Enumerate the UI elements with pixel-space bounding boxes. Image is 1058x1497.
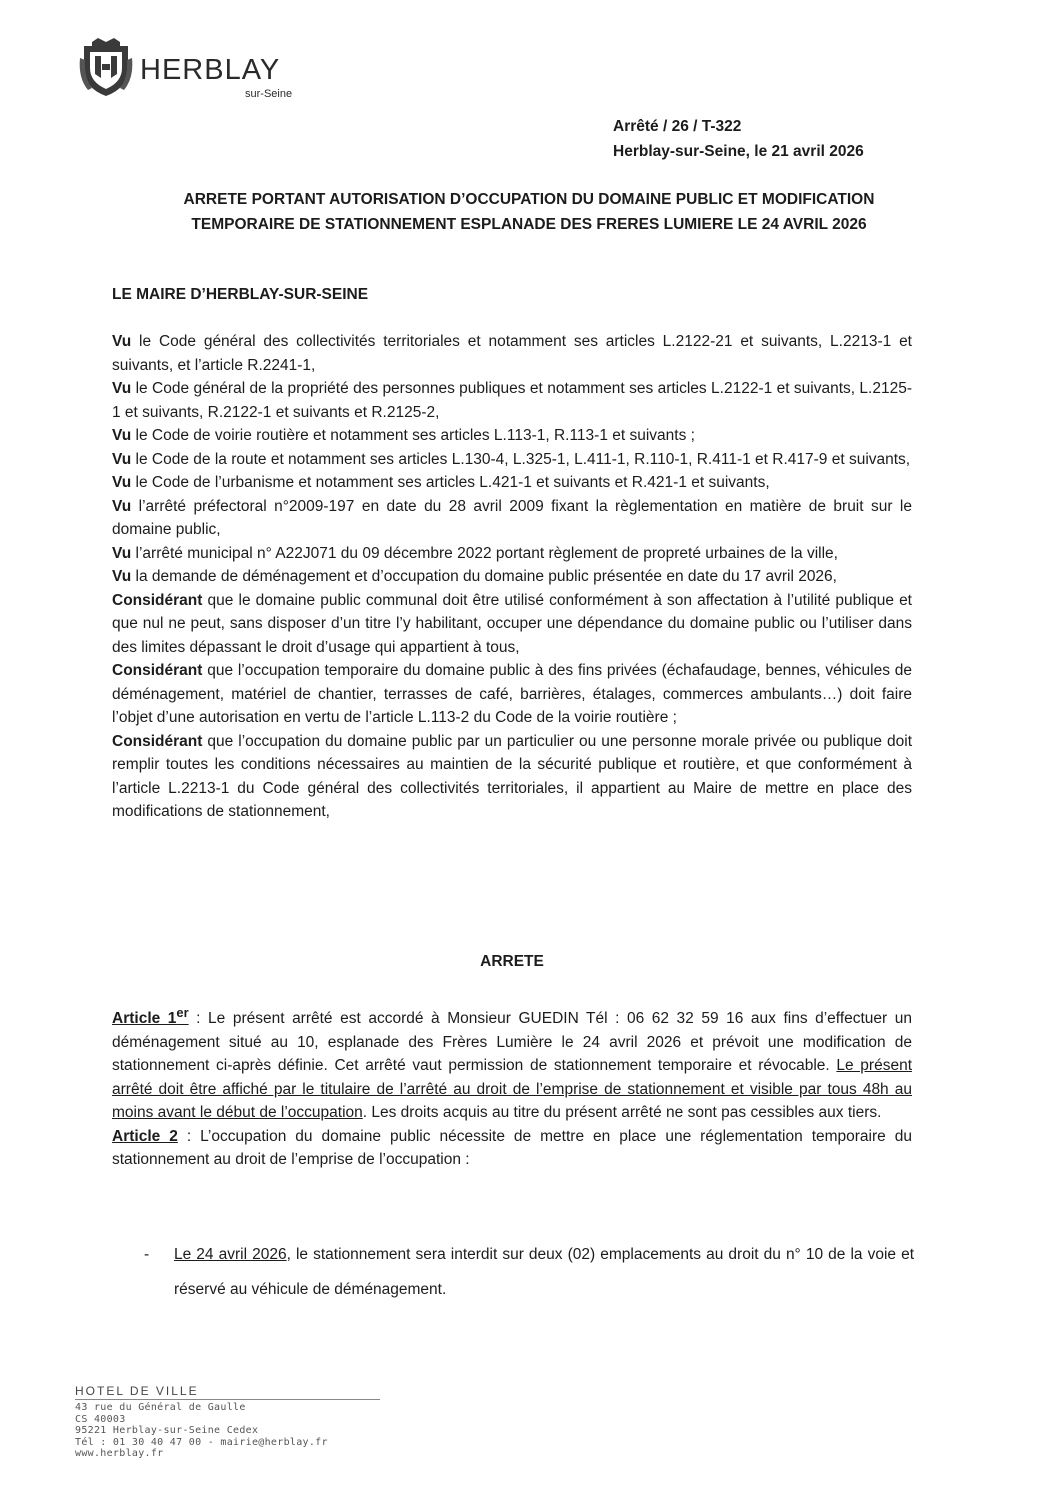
recital: [112, 495, 912, 542]
footer-address: [75, 1384, 380, 1460]
footer-line: Tél : 01 30 40 47 00 - mairie@herblay.fr: [75, 1436, 328, 1448]
parking-rule-text: [174, 1237, 914, 1307]
recital-lead: Vu: [112, 568, 132, 585]
logo-name: HERBLAY: [140, 54, 281, 86]
recital: [112, 589, 912, 660]
articles: [112, 1001, 912, 1172]
logo-subtitle: sur-Seine: [245, 88, 293, 100]
article-1-label-text: Article 1: [112, 1010, 177, 1028]
recital-lead: Vu: [112, 427, 132, 444]
footer-line: CS 40003: [75, 1413, 126, 1425]
recital-lead: Considérant: [112, 662, 203, 679]
city-logo: [78, 38, 308, 108]
recitals: [112, 330, 912, 824]
article-2-text: L’occupation du domaine public nécessite de mettre en place une réglementation temporaire du stationnement au droit de l’emprise de l’occupation :: [112, 1127, 913, 1169]
recital-lead: Vu: [112, 544, 132, 562]
recital: [112, 730, 912, 824]
recital: [112, 448, 912, 472]
recital-lead: Vu: [112, 333, 132, 350]
article-2: [112, 1125, 912, 1172]
recital: [112, 542, 912, 566]
recital-text: le Code de voirie routière et notamment ses articles L.113-1, R.113-1 et suivants ;: [131, 427, 695, 444]
decision-heading: ARRETE: [480, 953, 544, 970]
bullet-dash: -: [144, 1246, 150, 1263]
article-1-colon: :: [188, 1010, 201, 1028]
recital-text: le Code général des collectivités territoriales et notamment ses articles L.2122-21 et suivants, L.2213-1 et suivants, et l’article R.2241-1,: [112, 333, 912, 374]
article-1: [112, 1001, 912, 1125]
recital-lead: Considérant: [112, 732, 203, 750]
recital-text: la demande de déménagement et d’occupation du domaine public présentée en date du 17 avril 2026,: [131, 568, 837, 585]
article-2-label: Article 2: [112, 1127, 178, 1145]
recital-text: que l’occupation du domaine public par un particulier ou une personne morale privée ou publique doit remplir toutes les conditions nécessaires au maintien de la sécurité publique et routière, et que conformément à l’article L.2213-1 du Code général des collectivités territoriales, il appartient au Maire de mettre en place des modifications de stationnement,: [112, 732, 912, 820]
article-1-text-b: . Les droits acquis au titre du présent arrêté ne sont pas cessibles aux tiers.: [362, 1104, 882, 1122]
arrete-reference: Arrêté / 26 / T-322: [613, 118, 742, 135]
article-1-text-a: Le présent arrêté est accordé à Monsieur GUEDIN Tél : 06 62 32 59 16 aux fins d’effectuer un déménagement situé au 10, esplanade des Frères Lumière le 24 avril 2026 et prévoit une modification de stationnement ci-après définie. Cet arrêté vaut permission de stationnement temporaire et révocable.: [112, 1010, 912, 1075]
recital-text: l’arrêté municipal n° A22J071 du 09 décembre 2022 portant règlement de propreté urbaines de la ville,: [131, 544, 838, 562]
article-1-label-sup: er: [176, 1005, 189, 1020]
recital: [112, 377, 912, 424]
article-1-label: [112, 1005, 189, 1028]
recital-lead: Vu: [112, 380, 132, 397]
recital-lead: Vu: [112, 450, 132, 468]
document-title: [90, 187, 968, 237]
title-line-1: ARRETE PORTANT AUTORISATION D’OCCUPATION DU DOMAINE PUBLIC ET MODIFICATION: [183, 191, 875, 208]
recital-lead: Vu: [112, 497, 132, 515]
footer-title: HOTEL DE VILLE: [75, 1384, 199, 1398]
place-and-date: Herblay-sur-Seine, le 21 avril 2026: [613, 143, 864, 160]
recital-text: le Code de l’urbanisme et notamment ses articles L.421-1 et suivants et R.421-1 et suivants,: [131, 474, 770, 491]
reference-block: [613, 114, 864, 164]
recital-text: le Code général de la propriété des personnes publiques et notamment ses articles L.2122-1 et suivants, L.2125-1 et suivants, R.2122-1 et suivants et R.2125-2,: [112, 380, 912, 421]
recital-text: l’arrêté préfectoral n°2009-197 en date du 28 avril 2009 fixant la règlementation en matière de bruit sur le domaine public,: [112, 497, 912, 538]
parking-rule-date: Le 24 avril 2026: [174, 1246, 287, 1263]
recital: [112, 471, 912, 495]
recital-text: que l’occupation temporaire du domaine public à des fins privées (échafaudage, bennes, véhicules de déménagement, matériel de chantier, terrasses de café, barrières, étalages, commerces ambulants…) doit faire l’objet d’une autorisation en vertu de l’article L.113-2 du Code de la voirie routière ;: [112, 662, 912, 726]
footer-line: 95221 Herblay-sur-Seine Cedex: [75, 1425, 259, 1436]
footer-divider: [75, 1399, 380, 1400]
article-1-underlined-text: Le présent arrêté doit être affiché par le titulaire de l’arrêté au droit de l’emprise de stationnement et visible par tous 48h au moins avant le début de l’occupation: [112, 1057, 913, 1122]
recital-text: que le domaine public communal doit être utilisé conformément à son affectation à l’utilité publique et que nul ne peut, sans disposer d’un titre l’y habilitant, occuper une dépendance du domaine public ou l’utiliser dans des limites dépassant le droit d’usage qui appartient à tous,: [112, 591, 912, 656]
recital-text: le Code de la route et notamment ses articles L.130-4, L.325-1, L.411-1, R.110-1, R.411-1 et R.417-9 et suivants,: [131, 450, 911, 468]
parking-rule-body: , le stationnement sera interdit sur deux (02) emplacements au droit du n° 10 de la voie et réservé au véhicule de déménagement.: [174, 1246, 914, 1298]
coat-of-arms-icon: [78, 38, 134, 98]
footer-line: www.herblay.fr: [75, 1448, 164, 1459]
footer-line: 43 rue du Général de Gaulle: [75, 1402, 246, 1413]
recital: [112, 424, 912, 448]
recital: [112, 565, 912, 589]
article-2-colon: :: [177, 1127, 192, 1145]
recital: [112, 659, 912, 730]
title-line-2: TEMPORAIRE DE STATIONNEMENT ESPLANADE DES FRERES LUMIERE LE 24 AVRIL 2026: [191, 216, 867, 233]
recital-lead: Vu: [112, 474, 132, 491]
recital-lead: Considérant: [112, 591, 203, 609]
recital: [112, 330, 912, 377]
authority-heading: LE MAIRE D’HERBLAY-SUR-SEINE: [112, 286, 369, 303]
